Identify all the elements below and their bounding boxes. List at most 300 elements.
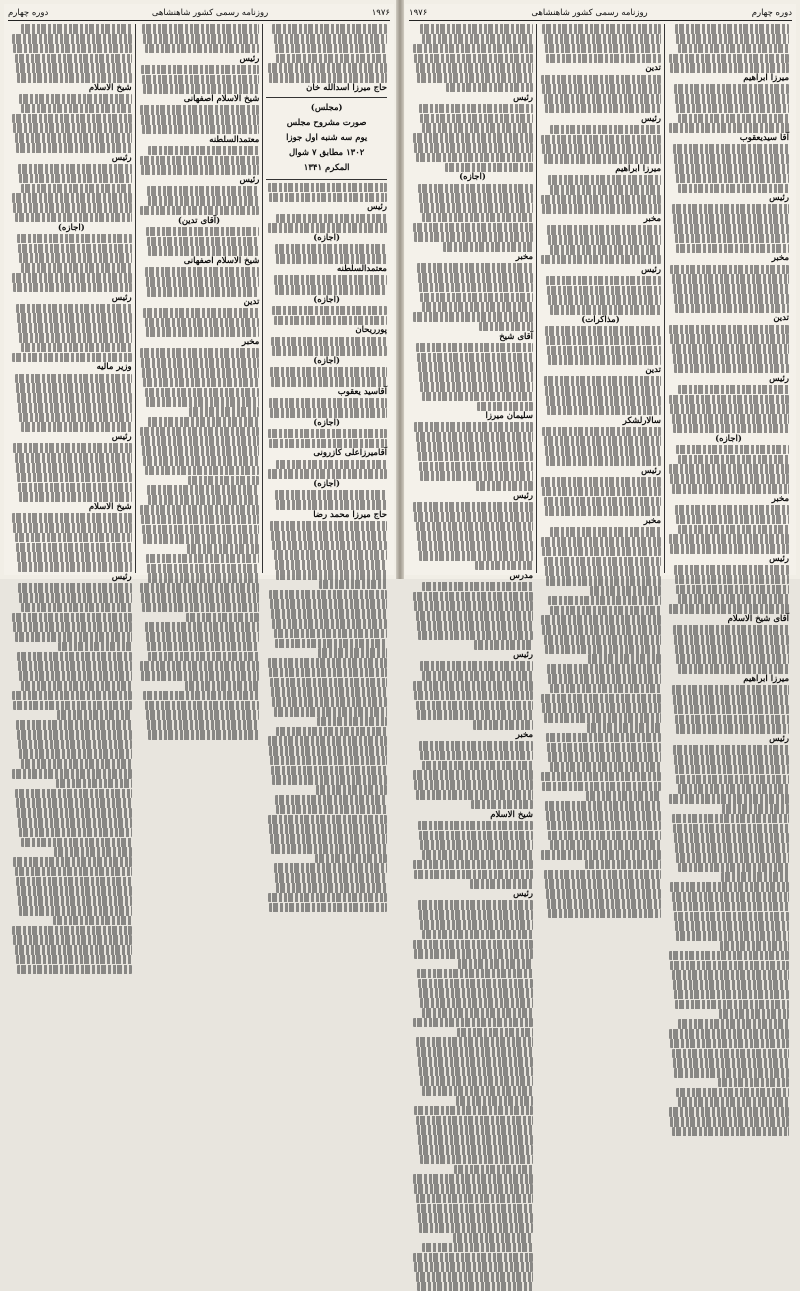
text-line bbox=[13, 523, 131, 533]
text-line bbox=[269, 398, 387, 408]
text-line bbox=[13, 622, 131, 632]
speaker-label: رئیس bbox=[641, 264, 661, 275]
text-line bbox=[274, 316, 387, 326]
speaker-label: شیخ الاسلام bbox=[490, 809, 533, 820]
text-line bbox=[413, 133, 533, 143]
text-line bbox=[270, 521, 387, 531]
text-line bbox=[413, 1018, 533, 1028]
text-line bbox=[669, 604, 789, 614]
left-page-columns bbox=[8, 24, 390, 582]
text-line bbox=[669, 1107, 789, 1117]
text-line bbox=[547, 406, 661, 416]
text-line bbox=[18, 661, 131, 671]
text-line bbox=[148, 730, 259, 740]
text-line bbox=[142, 603, 259, 613]
text-line bbox=[186, 613, 260, 623]
text-line bbox=[548, 596, 661, 606]
text-line bbox=[548, 752, 661, 762]
text-line bbox=[16, 143, 132, 153]
speaker-label: (مذاکرات) bbox=[581, 314, 620, 325]
left-page-header bbox=[8, 6, 390, 21]
text-line bbox=[16, 877, 132, 887]
text-line bbox=[675, 921, 789, 931]
text-line bbox=[678, 1097, 789, 1107]
text-line bbox=[416, 343, 533, 353]
text-line bbox=[269, 668, 387, 678]
text-line bbox=[268, 429, 387, 439]
text-line bbox=[12, 513, 131, 523]
text-line bbox=[673, 902, 789, 912]
text-line bbox=[414, 54, 533, 64]
text-line bbox=[143, 34, 259, 44]
text-line bbox=[271, 609, 387, 619]
text-line bbox=[676, 445, 789, 455]
text-line bbox=[420, 998, 533, 1008]
text-line bbox=[675, 645, 789, 655]
text-line bbox=[12, 114, 131, 124]
text-line bbox=[676, 244, 789, 254]
text-line bbox=[416, 1194, 533, 1204]
text-line bbox=[550, 606, 661, 616]
text-line bbox=[19, 671, 131, 681]
text-line bbox=[550, 245, 661, 255]
page-gutter bbox=[396, 0, 404, 579]
text-line bbox=[672, 892, 789, 902]
text-line bbox=[189, 407, 259, 417]
text-line bbox=[542, 487, 661, 497]
text-line bbox=[275, 873, 387, 883]
text-line bbox=[16, 720, 132, 730]
text-line bbox=[16, 383, 132, 393]
text-line bbox=[420, 1076, 533, 1086]
text-line bbox=[673, 824, 789, 834]
text-line bbox=[674, 294, 789, 304]
text-line bbox=[145, 318, 260, 328]
text-line bbox=[678, 385, 789, 395]
speaker-label: آقاسید یعقوب bbox=[337, 386, 387, 397]
text-line bbox=[275, 795, 387, 805]
text-line bbox=[542, 84, 661, 94]
text-line bbox=[418, 979, 533, 989]
text-line bbox=[669, 123, 789, 133]
text-line bbox=[16, 63, 132, 73]
text-line bbox=[15, 213, 132, 223]
text-line bbox=[550, 125, 661, 135]
text-line bbox=[19, 413, 131, 423]
text-line bbox=[547, 664, 661, 674]
left-col-3 bbox=[263, 24, 390, 573]
text-line bbox=[456, 1096, 533, 1106]
text-line bbox=[545, 326, 661, 336]
text-line bbox=[17, 886, 132, 896]
speaker-label: حاج میرزا محمد رضا bbox=[313, 509, 387, 520]
speaker-label: رئیس bbox=[641, 465, 661, 476]
text-line bbox=[674, 755, 789, 765]
text-line bbox=[673, 745, 789, 755]
text-line bbox=[268, 63, 387, 73]
text-line bbox=[670, 961, 789, 971]
text-line bbox=[12, 613, 131, 623]
text-line bbox=[418, 1057, 533, 1067]
text-line bbox=[672, 204, 789, 214]
text-line bbox=[544, 635, 661, 645]
text-line bbox=[676, 1088, 789, 1098]
speaker-label: رئیس bbox=[111, 292, 132, 303]
text-line bbox=[675, 234, 789, 244]
speaker-label: تدین bbox=[645, 63, 661, 74]
speaker-label: رئیس bbox=[513, 650, 533, 661]
text-line bbox=[586, 791, 661, 801]
text-line bbox=[12, 273, 131, 283]
text-line bbox=[541, 850, 661, 860]
text-line bbox=[547, 743, 661, 753]
text-line bbox=[547, 225, 661, 235]
text-line bbox=[12, 926, 131, 936]
text-line bbox=[272, 619, 387, 629]
text-line bbox=[414, 422, 533, 432]
text-line bbox=[17, 965, 132, 975]
text-line bbox=[443, 242, 533, 252]
speaker-label: پورریحان bbox=[355, 325, 387, 336]
text-line bbox=[276, 500, 387, 510]
text-line bbox=[15, 374, 132, 384]
text-line bbox=[142, 75, 259, 85]
text-line bbox=[475, 561, 533, 571]
text-line bbox=[414, 870, 533, 880]
text-line bbox=[276, 570, 387, 580]
text-line bbox=[672, 1127, 789, 1137]
text-line bbox=[270, 756, 387, 766]
text-line bbox=[413, 940, 533, 950]
text-line bbox=[147, 287, 259, 297]
text-line bbox=[148, 417, 259, 427]
text-line bbox=[417, 969, 533, 979]
text-line bbox=[417, 353, 533, 363]
text-line bbox=[544, 34, 661, 44]
text-line bbox=[141, 436, 259, 446]
text-line bbox=[422, 392, 533, 402]
text-line bbox=[147, 485, 259, 495]
text-line bbox=[673, 214, 789, 224]
speaker-label: وزیر مالیه bbox=[96, 362, 132, 373]
text-line bbox=[417, 1125, 533, 1135]
text-line bbox=[673, 1058, 789, 1068]
text-line bbox=[669, 54, 789, 64]
text-line bbox=[541, 255, 661, 265]
text-line bbox=[419, 741, 533, 751]
text-line bbox=[145, 622, 260, 632]
text-line bbox=[418, 184, 533, 194]
right-page bbox=[405, 4, 796, 900]
text-line bbox=[145, 267, 260, 277]
text-line bbox=[546, 889, 661, 899]
text-line bbox=[544, 713, 661, 723]
speaker-label: معتمدالسلطنه bbox=[209, 134, 260, 145]
text-line bbox=[270, 678, 387, 688]
text-line bbox=[416, 153, 533, 163]
text-line bbox=[21, 343, 132, 353]
text-line bbox=[16, 798, 132, 808]
speaker-label: رئیس bbox=[513, 92, 533, 103]
speaker-label: تدین bbox=[773, 313, 789, 324]
text-line bbox=[140, 505, 259, 515]
text-line bbox=[148, 495, 259, 505]
text-line bbox=[678, 184, 789, 194]
text-line bbox=[19, 333, 131, 343]
text-line bbox=[676, 34, 789, 44]
text-line bbox=[672, 344, 789, 354]
text-line bbox=[272, 306, 387, 316]
text-line bbox=[419, 551, 533, 561]
text-line bbox=[17, 730, 132, 740]
text-line bbox=[13, 283, 131, 293]
text-line bbox=[271, 531, 387, 541]
speaker-label: رئیس bbox=[769, 193, 789, 204]
text-line bbox=[470, 879, 533, 889]
text-line bbox=[274, 629, 387, 639]
text-line bbox=[672, 970, 789, 980]
text-line bbox=[141, 165, 259, 175]
text-line bbox=[674, 565, 789, 575]
text-line bbox=[148, 146, 259, 156]
text-line bbox=[188, 476, 259, 486]
text-line bbox=[21, 422, 132, 432]
text-line bbox=[416, 790, 533, 800]
text-line bbox=[674, 705, 789, 715]
text-line bbox=[269, 439, 387, 449]
text-line bbox=[718, 1078, 789, 1088]
text-line bbox=[544, 497, 661, 507]
text-line bbox=[547, 286, 661, 296]
text-line bbox=[271, 377, 387, 387]
text-line bbox=[419, 1145, 533, 1155]
text-line bbox=[457, 1028, 533, 1038]
text-line bbox=[675, 24, 789, 34]
text-line bbox=[12, 691, 131, 701]
text-line bbox=[141, 671, 259, 681]
text-line bbox=[21, 24, 132, 34]
text-line bbox=[674, 912, 789, 922]
speaker-label: رئیس bbox=[239, 53, 260, 64]
text-line bbox=[13, 203, 131, 213]
speaker-label: میرزا ابراهیم bbox=[743, 73, 789, 84]
text-line bbox=[13, 123, 131, 133]
text-line bbox=[454, 1165, 533, 1175]
text-line bbox=[672, 274, 789, 284]
text-line bbox=[674, 990, 789, 1000]
text-line bbox=[269, 73, 387, 83]
text-line bbox=[414, 949, 533, 959]
text-line bbox=[550, 762, 661, 772]
text-line bbox=[674, 154, 789, 164]
text-line bbox=[17, 73, 132, 83]
text-line bbox=[147, 642, 259, 652]
text-line bbox=[479, 322, 533, 332]
text-line bbox=[669, 395, 789, 405]
text-line bbox=[419, 1223, 533, 1233]
speaker-label: (اجازه) bbox=[313, 233, 341, 244]
text-line bbox=[274, 275, 387, 285]
text-line bbox=[417, 73, 533, 83]
text-line bbox=[420, 293, 533, 303]
text-line bbox=[418, 541, 533, 551]
text-line bbox=[413, 770, 533, 780]
text-line bbox=[542, 547, 661, 557]
text-line bbox=[546, 54, 661, 64]
text-line bbox=[678, 1019, 789, 1029]
text-line bbox=[548, 674, 661, 684]
text-line bbox=[317, 717, 387, 727]
text-line bbox=[274, 863, 387, 873]
text-line bbox=[13, 935, 131, 945]
text-line bbox=[585, 860, 661, 870]
text-line bbox=[678, 455, 789, 465]
text-line bbox=[19, 828, 131, 838]
text-line bbox=[414, 1106, 533, 1116]
text-line bbox=[546, 396, 661, 406]
text-line bbox=[148, 573, 259, 583]
text-line bbox=[721, 872, 789, 882]
text-line bbox=[416, 701, 533, 711]
text-line bbox=[417, 1047, 533, 1057]
text-line bbox=[141, 65, 259, 75]
text-line bbox=[275, 639, 387, 649]
text-line bbox=[670, 474, 789, 484]
speaker-label: رئیس bbox=[367, 202, 387, 213]
right-page-number: ۱۹۷۶ bbox=[409, 8, 428, 18]
text-line bbox=[675, 164, 789, 174]
text-line bbox=[416, 432, 533, 442]
text-line bbox=[675, 304, 789, 314]
text-line bbox=[445, 163, 533, 173]
text-line bbox=[419, 104, 533, 114]
text-line bbox=[18, 403, 131, 413]
text-line bbox=[420, 382, 533, 392]
speaker-label: (اجازه) bbox=[313, 479, 341, 490]
text-line bbox=[676, 931, 789, 941]
text-line bbox=[588, 654, 661, 664]
text-line bbox=[21, 263, 132, 273]
text-line bbox=[413, 502, 533, 512]
text-line bbox=[419, 1067, 533, 1077]
text-line bbox=[13, 44, 131, 54]
text-line bbox=[420, 840, 533, 850]
text-line bbox=[57, 710, 132, 720]
speaker-label: شیخ الاسلام اصفهانی bbox=[183, 94, 260, 105]
text-line bbox=[270, 367, 387, 377]
text-line bbox=[419, 831, 533, 841]
text-line bbox=[142, 525, 259, 535]
text-line bbox=[419, 910, 533, 920]
text-line bbox=[675, 575, 789, 585]
text-line bbox=[669, 464, 789, 474]
text-line bbox=[271, 766, 387, 776]
text-line bbox=[315, 854, 387, 864]
text-line bbox=[276, 254, 387, 264]
text-line bbox=[422, 761, 533, 771]
text-line bbox=[675, 1000, 789, 1010]
text-line bbox=[678, 44, 789, 54]
text-line bbox=[678, 114, 789, 124]
text-line bbox=[414, 512, 533, 522]
speaker-label: (اجازه) bbox=[715, 433, 742, 444]
text-line bbox=[140, 427, 259, 437]
left-col-1 bbox=[8, 24, 136, 582]
text-line bbox=[546, 276, 661, 286]
text-line bbox=[15, 632, 132, 642]
text-line bbox=[147, 186, 259, 196]
text-line bbox=[270, 599, 387, 609]
speaker-label: آقای شیخ الاسلام bbox=[727, 613, 789, 624]
text-line bbox=[146, 327, 259, 337]
text-line bbox=[187, 544, 259, 554]
text-line bbox=[546, 576, 661, 586]
text-line bbox=[12, 34, 131, 44]
left-page-number: ۱۹۷۶ bbox=[371, 8, 390, 18]
text-line bbox=[672, 484, 789, 494]
text-line bbox=[17, 808, 132, 818]
text-line bbox=[274, 550, 387, 560]
speaker-label: رئیس bbox=[513, 490, 533, 501]
text-line bbox=[673, 625, 789, 635]
text-line bbox=[541, 615, 661, 625]
text-line bbox=[21, 759, 132, 769]
text-line bbox=[140, 206, 259, 216]
text-line bbox=[19, 492, 131, 502]
text-line bbox=[272, 697, 387, 707]
text-line bbox=[550, 527, 661, 537]
text-line bbox=[275, 285, 387, 295]
text-line bbox=[18, 896, 131, 906]
text-line bbox=[676, 174, 789, 184]
text-line bbox=[420, 1155, 533, 1165]
text-line bbox=[422, 1008, 533, 1018]
text-line bbox=[17, 393, 132, 403]
text-line bbox=[17, 313, 132, 323]
speaker-label: رئیس bbox=[111, 152, 132, 163]
text-line bbox=[274, 34, 387, 44]
text-line bbox=[674, 635, 789, 645]
text-line bbox=[550, 684, 661, 694]
speaker-label: (اجازه) bbox=[459, 172, 486, 183]
text-line bbox=[414, 1262, 533, 1272]
text-line bbox=[669, 534, 789, 544]
text-line bbox=[548, 831, 661, 841]
text-line bbox=[675, 505, 789, 515]
text-line bbox=[672, 685, 789, 695]
text-line bbox=[544, 376, 661, 386]
text-line bbox=[268, 183, 387, 193]
text-line bbox=[541, 195, 661, 205]
text-line bbox=[56, 779, 132, 789]
speaker-label: مخبر bbox=[643, 214, 661, 225]
right-col-3 bbox=[409, 24, 537, 900]
text-line bbox=[419, 193, 533, 203]
text-line bbox=[545, 446, 661, 456]
text-line bbox=[678, 525, 789, 535]
text-line bbox=[268, 893, 387, 903]
text-line bbox=[272, 541, 387, 551]
text-line bbox=[550, 185, 661, 195]
text-line bbox=[276, 883, 387, 893]
text-line bbox=[16, 543, 132, 553]
speaker-label: رئیس bbox=[769, 553, 789, 564]
text-line bbox=[185, 681, 260, 691]
speaker-label: رئیس bbox=[239, 175, 260, 186]
text-line bbox=[18, 740, 131, 750]
text-line bbox=[414, 1184, 533, 1194]
text-line bbox=[422, 582, 533, 592]
